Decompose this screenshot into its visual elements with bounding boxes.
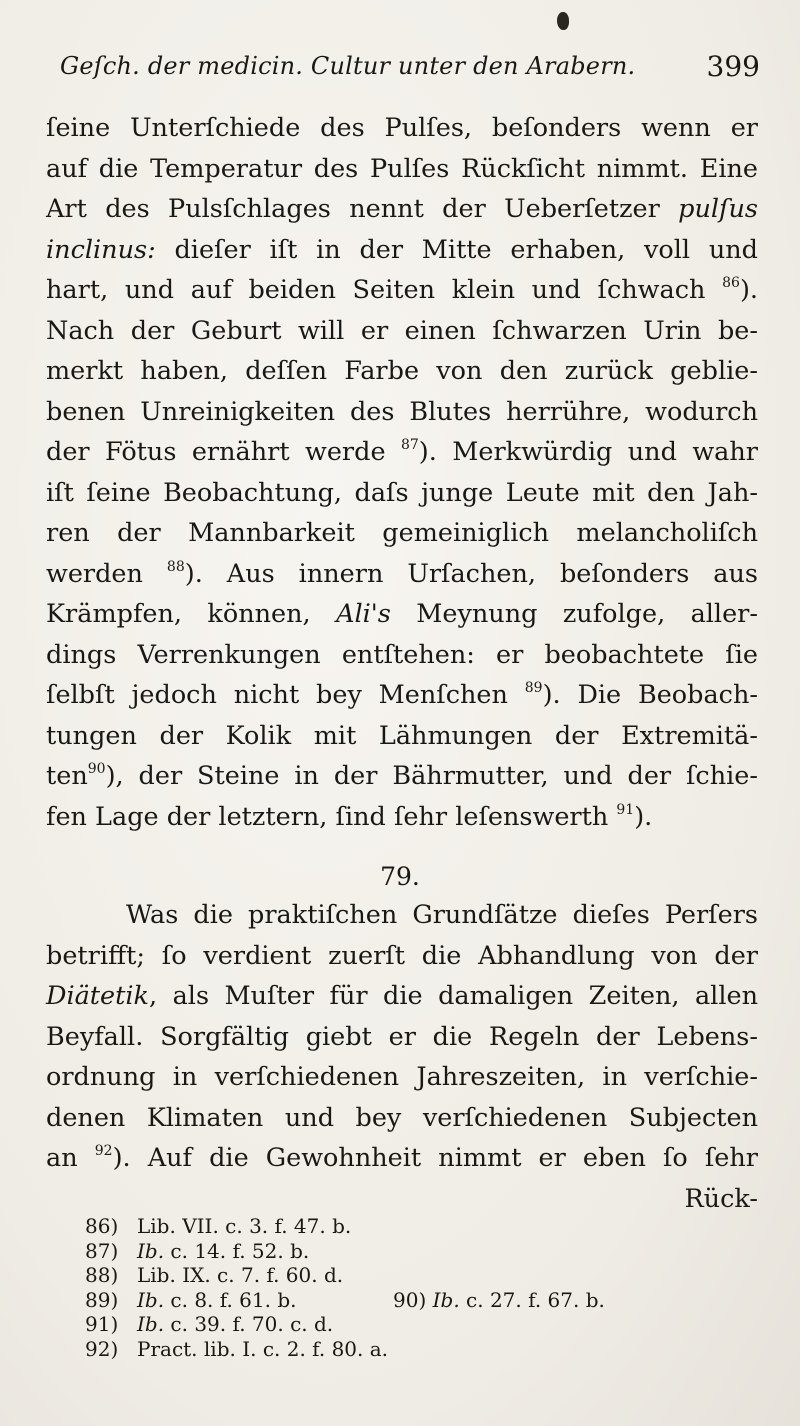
footnote: 88) Lib. IX. c. 7. f. 60. d. [85, 1263, 344, 1287]
paragraph-2 [46, 895, 758, 1219]
text-line: an $^{92}$). Auf die Gewohnheit nimmt er eben ſo ſehr [46, 1143, 758, 1173]
text-line: hart, und auf beiden Seiten klein und ſchwach $^{86}$). [46, 275, 758, 305]
footnote: 86) Lib. VII. c. 3. f. 47. b. [85, 1214, 352, 1238]
footnote-ref: 90 [87, 761, 106, 777]
text-line: fen Lage der letztern, ſind ſehr leſenswerth $^{91}$). [46, 801, 653, 832]
text-line: ſelbſt jedoch nicht bey Menſchen $^{89}$). Die Beobach- [46, 680, 758, 710]
section-number: 79. [380, 862, 420, 891]
italic-name: Ali's [336, 599, 391, 629]
text-line: Diätetik, als Muſter für die damaligen Zeiten, allen [46, 981, 758, 1011]
text-line: tungen der Kolik mit Lähmungen der Extremitä- [46, 720, 758, 751]
footnote: 91) Ib. c. 39. f. 70. c. d. [85, 1312, 334, 1336]
text-line: der Fötus ernährt werde $^{87}$). Merkwürdig und wahr [46, 437, 758, 467]
running-title: Geſch. der medicin. Cultur unter den Arabern. [60, 52, 636, 80]
text-line: ſeine Unterſchiede des Pulſes, beſonders wenn er [46, 113, 758, 143]
text-line: auf die Temperatur des Pulſes Rückſicht nimmt. Eine [46, 153, 758, 184]
text-line: betrifft; ſo verdient zuerſt die Abhandlung von der [46, 940, 758, 971]
catchword: Rück- [684, 1183, 758, 1214]
paragraph-1 [46, 108, 758, 837]
page-number: 399 [706, 50, 760, 83]
text-line: ten$^{90}$), der Steine in der Bährmutter, und der ſchie- [46, 761, 758, 791]
text-line: werden $^{88}$). Aus innern Urſachen, beſonders aus [46, 558, 758, 589]
italic-term: Diätetik [46, 981, 149, 1011]
footnotes [85, 1214, 705, 1361]
text-line: Nach der Geburt will er einen ſchwarzen Urin be- [46, 315, 758, 346]
text-line: denen Klimaten und bey verſchiedenen Subjecten [46, 1102, 758, 1133]
footnote-ref: 91 [616, 801, 635, 818]
ink-blot [557, 12, 569, 30]
footnote: 92) Pract. lib. I. c. 2. f. 80. a. [85, 1336, 389, 1361]
text-line: inclinus: dieſer iſt in der Mitte erhaben, voll und [46, 234, 758, 265]
text-line: dings Verrenkungen entſtehen: er beobachtete ſie [46, 639, 758, 670]
running-header [60, 52, 760, 92]
text-line: Krämpfen, können, Ali's Meynung zufolge, aller- [46, 599, 758, 629]
footnote: 89) Ib. c. 8. f. 61. b. 90) Ib. c. 27. f. 67. b. [85, 1287, 605, 1312]
text-line: ren der Mannbarkeit gemeiniglich melancholiſch [46, 518, 758, 548]
text-line: benen Unreinigkeiten des Blutes herrühre, wodurch [46, 396, 758, 427]
text-line: ordnung in verſchiedenen Jahreszeiten, in verſchie- [46, 1062, 758, 1092]
footnote-ref: 86 [722, 275, 740, 291]
italic-term: pulſus [678, 194, 758, 224]
footnote-ref: 92 [94, 1143, 113, 1159]
text-line: Was die praktiſchen Grundſätze dieſes Perſers [126, 900, 758, 930]
footnote-ref: 89 [524, 680, 543, 696]
text-line: merkt haben, deſſen Farbe von den zurück geblie- [46, 356, 758, 386]
footnote-ref: 88 [166, 558, 185, 575]
footnote: 87) Ib. c. 14. f. 52. b. [85, 1238, 310, 1263]
footnote-ref: 87 [400, 437, 419, 453]
text-line: iſt ſeine Beobachtung, daſs junge Leute mit den Jah- [46, 477, 758, 508]
italic-term: inclinus: [46, 234, 156, 265]
text-line: Art des Pulsſchlages nennt der Ueberſetzer pulſus [46, 194, 758, 224]
text-line: Beyfall. Sorgfältig giebt er die Regeln der Lebens- [46, 1021, 758, 1052]
